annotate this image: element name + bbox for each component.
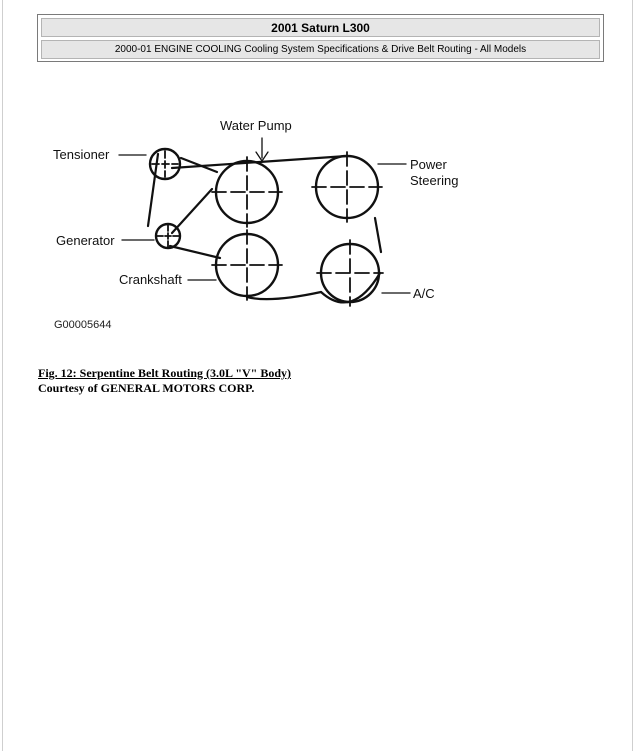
- belt-routing-diagram: [40, 108, 480, 340]
- label-generator: Generator: [56, 233, 115, 248]
- serpentine-belt: [148, 154, 381, 302]
- page-left-rule: [2, 0, 3, 751]
- document-title: 2001 Saturn L300: [41, 18, 600, 37]
- caption-courtesy: Courtesy of GENERAL MOTORS CORP.: [38, 381, 255, 395]
- document-header: [37, 14, 604, 62]
- caption-title: Fig. 12: Serpentine Belt Routing (3.0L "V" Body): [38, 366, 291, 380]
- label-ac: A/C: [413, 286, 435, 301]
- label-water-pump: Water Pump: [220, 118, 292, 133]
- label-steering: Steering: [410, 173, 459, 188]
- document-subtitle: 2000-01 ENGINE COOLING Cooling System Specifications & Drive Belt Routing - All Models: [41, 40, 600, 59]
- belt-routing-figure: [40, 108, 480, 340]
- page-right-rule: [632, 0, 633, 751]
- label-crankshaft: Crankshaft: [119, 272, 182, 287]
- pulley-center-marks: [152, 151, 383, 306]
- label-tensioner: Tensioner: [53, 147, 110, 162]
- figure-code: G00005644: [54, 319, 112, 331]
- label-power: Power: [410, 157, 447, 172]
- figure-caption: [38, 366, 538, 396]
